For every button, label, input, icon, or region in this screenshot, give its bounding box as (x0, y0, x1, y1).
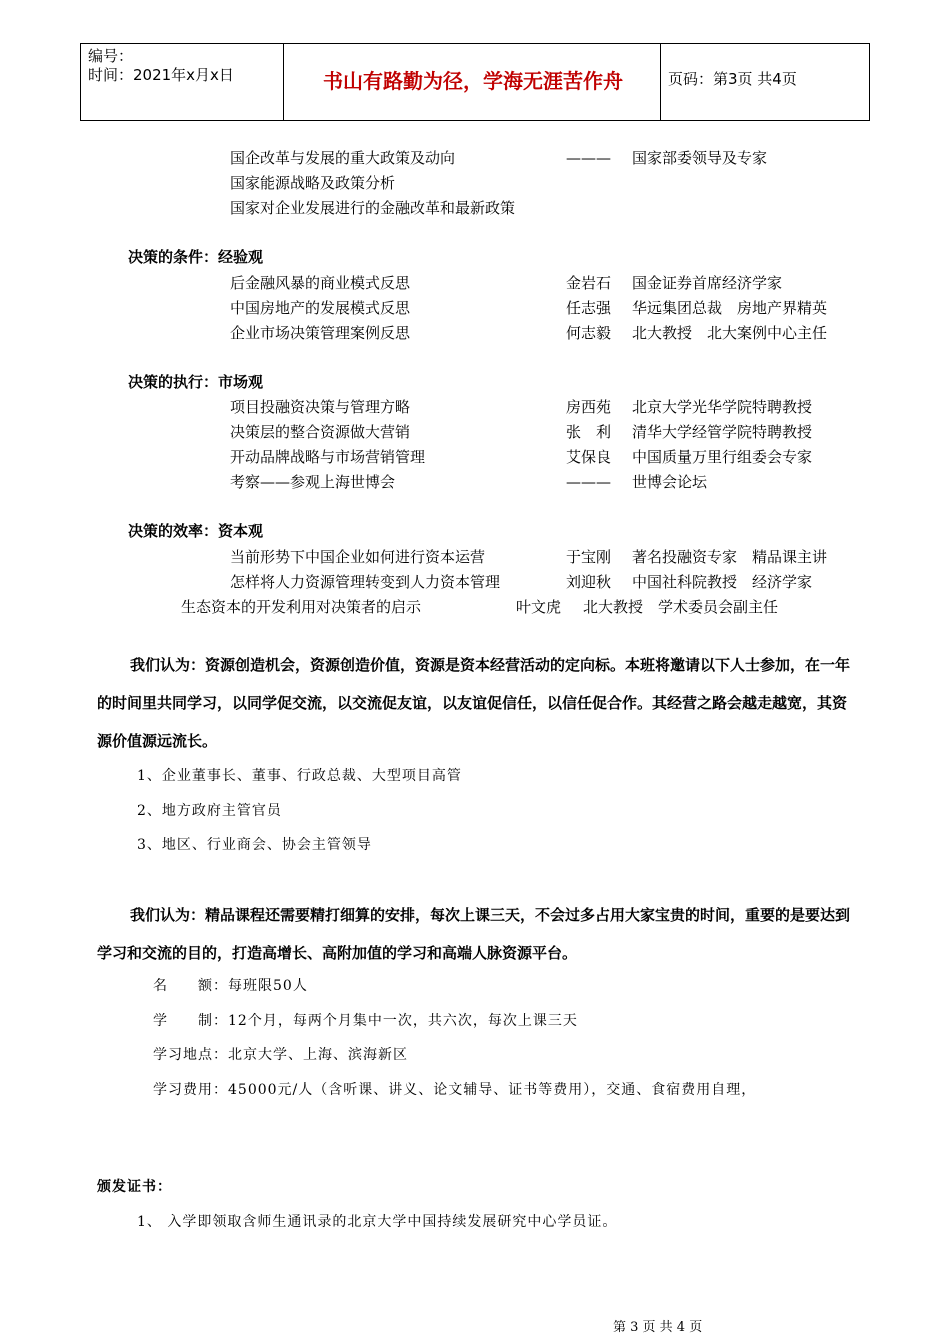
section-heading-market: 决策的执行：市场观 (128, 373, 264, 391)
course-speaker: 金岩石 (566, 274, 612, 292)
policy-topic-2: 国家能源战略及政策分析 (230, 174, 396, 192)
audience-item: 2、地方政府主管官员 (137, 803, 282, 819)
course-topic: 中国房地产的发展模式反思 (230, 299, 411, 317)
course-speaker-title: 清华大学经管学院特聘教授 (632, 423, 813, 441)
course-speaker: 任志强 (566, 299, 612, 317)
paragraph-course-arrangement (97, 896, 857, 972)
course-speaker-title: 中国质量万里行组委会专家 (632, 448, 813, 466)
detail-fee: 学习费用：45000元/人（含听课、讲义、论文辅导、证书等费用），交通、食宿费用自理， (153, 1082, 757, 1098)
course-speaker: 艾保良 (566, 448, 612, 466)
course-topic: 决策层的整合资源做大营销 (230, 423, 411, 441)
course-speaker: ——— (566, 473, 611, 491)
detail-location: 学习地点：北京大学、上海、滨海新区 (153, 1047, 408, 1063)
page-footer-number: 第 3 页 共 4 页 (613, 1320, 703, 1335)
detail-duration: 学 制：12个月，每两个月集中一次，共六次，每次上课三天 (153, 1013, 578, 1029)
policy-speaker-1: ——— (566, 149, 611, 167)
course-topic: 开动品牌战略与市场营销管理 (230, 448, 426, 466)
course-speaker: 房西苑 (566, 398, 612, 416)
paragraph-resources (97, 646, 857, 760)
course-speaker-title: 华远集团总裁 房地产界精英 (632, 299, 828, 317)
policy-topic-1: 国企改革与发展的重大政策及动向 (230, 149, 456, 167)
header-number: 编号： (88, 47, 134, 65)
page-header (80, 43, 870, 121)
course-topic: 怎样将人力资源管理转变到人力资本管理 (230, 573, 501, 591)
header-time: 时间：2021年x月x日 (88, 66, 234, 84)
course-speaker-title: 世博会论坛 (632, 473, 708, 491)
paragraph-resources-text: 我们认为：资源创造机会，资源创造价值，资源是资本经营活动的定向标。本班将邀请以下人士参加，在一年的时间里共同学习，以同学促交流，以交流促友谊，以友谊促信任，以信任促合作。其经营之路会越走越宽，其资源价值源远流长。 (97, 656, 851, 750)
course-speaker: 叶文虎 (516, 598, 562, 616)
course-topic: 当前形势下中国企业如何进行资本运营 (230, 548, 486, 566)
certificate-heading: 颁发证书： (97, 1179, 172, 1195)
course-speaker-title: 著名投融资专家 精品课主讲 (632, 548, 828, 566)
detail-quota: 名 额：每班限50人 (153, 978, 308, 994)
course-topic: 生态资本的开发利用对决策者的启示 (181, 598, 422, 616)
section-heading-capital: 决策的效率：资本观 (128, 522, 264, 540)
certificate-item: 1、 入学即领取含师生通讯录的北京大学中国持续发展研究中心学员证。 (137, 1214, 618, 1230)
header-motto: 书山有路勤为径，学海无涯苦作舟 (323, 69, 623, 93)
course-speaker: 于宝刚 (566, 548, 612, 566)
course-speaker-title: 北京大学光华学院特聘教授 (632, 398, 813, 416)
section-heading-experience: 决策的条件：经验观 (128, 248, 264, 266)
audience-item: 1、企业董事长、董事、行政总裁、大型项目高管 (137, 768, 462, 784)
course-speaker: 张 利 (566, 423, 612, 441)
course-topic: 项目投融资决策与管理方略 (230, 398, 411, 416)
course-speaker: 何志毅 (566, 324, 612, 342)
policy-topic-3: 国家对企业发展进行的金融改革和最新政策 (230, 199, 516, 217)
course-speaker-title: 北大教授 北大案例中心主任 (632, 324, 828, 342)
header-meta (88, 47, 234, 85)
audience-item: 3、地区、行业商会、协会主管领导 (137, 837, 372, 853)
course-speaker: 刘迎秋 (566, 573, 612, 591)
course-speaker-title: 北大教授 学术委员会副主任 (583, 598, 779, 616)
course-speaker-title: 中国社科院教授 经济学家 (632, 573, 813, 591)
course-speaker-title: 国金证券首席经济学家 (632, 274, 783, 292)
course-topic: 企业市场决策管理案例反思 (230, 324, 411, 342)
paragraph-course-arrangement-text: 我们认为：精品课程还需要精打细算的安排，每次上课三天，不会过多占用大家宝贵的时间，重要的是要达到学习和交流的目的，打造高增长、高附加值的学习和高端人脉资源平台。 (97, 906, 851, 962)
header-page-number: 页码：第3页 共4页 (668, 70, 797, 88)
course-topic: 后金融风暴的商业模式反思 (230, 274, 411, 292)
course-topic: 考察——参观上海世博会 (230, 473, 396, 491)
policy-title-1: 国家部委领导及专家 (632, 149, 768, 167)
